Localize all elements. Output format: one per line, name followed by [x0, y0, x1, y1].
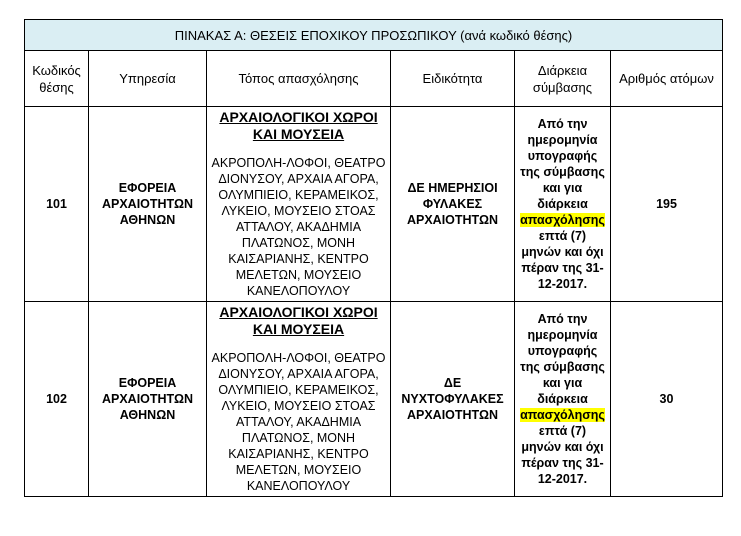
duration-text-start: Από την ημερομηνία υπογραφής της σύμβασης και για διάρκεια	[520, 117, 605, 211]
person-count: 30	[611, 302, 723, 497]
location-list: ΑΚΡΟΠΟΛΗ-ΛΟΦΟΙ, ΘΕΑΤΡΟ ΔΙΟΝΥΣΟΥ, ΑΡΧΑΙΑ ΑΓΟΡΑ, ΟΛΥΜΠΙΕΙΟ, ΚΕΡΑΜΕΙΚΟΣ, ΛΥΚΕΙΟ, ΜΟΥΣΕΙΟ ΣΤΟΑΣ ΑΤΤΑΛΟΥ, ΑΚΑΔΗΜΙΑ ΠΛΑΤΩΝΟΣ, ΜΟΝΗ ΚΑΙΣΑΡΙΑΝΗΣ, ΚΕΝΤΡΟ ΜΕΛΕΤΩΝ, ΜΟΥΣΕΙΟ ΚΑΝΕΛΟΠΟΥΛΟΥ	[211, 351, 386, 493]
header-code: Κωδικός θέσης	[25, 51, 89, 107]
table-row	[25, 302, 723, 497]
specialty: ΔΕ ΗΜΕΡΗΣΙΟΙ ΦΥΛΑΚΕΣ ΑΡΧΑΙΟΤΗΤΩΝ	[391, 107, 515, 302]
duration-highlight: απασχόλησης	[520, 213, 605, 227]
location-cell	[207, 302, 391, 497]
location-list: ΑΚΡΟΠΟΛΗ-ΛΟΦΟΙ, ΘΕΑΤΡΟ ΔΙΟΝΥΣΟΥ, ΑΡΧΑΙΑ ΑΓΟΡΑ, ΟΛΥΜΠΙΕΙΟ, ΚΕΡΑΜΕΙΚΟΣ, ΛΥΚΕΙΟ, ΜΟΥΣΕΙΟ ΣΤΟΑΣ ΑΤΤΑΛΟΥ, ΑΚΑΔΗΜΙΑ ΠΛΑΤΩΝΟΣ, ΜΟΝΗ ΚΑΙΣΑΡΙΑΝΗΣ, ΚΕΝΤΡΟ ΜΕΛΕΤΩΝ, ΜΟΥΣΕΙΟ ΚΑΝΕΛΟΠΟΥΛΟΥ	[211, 156, 386, 298]
service-name: ΕΦΟΡΕΙΑ ΑΡΧΑΙΟΤΗΤΩΝ ΑΘΗΝΩΝ	[89, 107, 207, 302]
location-heading: ΑΡΧΑΙΟΛΟΓΙΚΟΙ ΧΩΡΟΙ ΚΑΙ ΜΟΥΣΕΙΑ	[219, 304, 378, 337]
duration-text-end: επτά (7) μηνών και όχι πέραν της 31-12-2017.	[521, 229, 604, 291]
table-title: ΠΙΝΑΚΑΣ Α: ΘΕΣΕΙΣ ΕΠΟΧΙΚΟΥ ΠΡΟΣΩΠΙΚΟΥ (ανά κωδικό θέσης)	[25, 20, 723, 51]
specialty: ΔΕ ΝΥΧΤΟΦΥΛΑΚΕΣ ΑΡΧΑΙΟΤΗΤΩΝ	[391, 302, 515, 497]
duration-cell	[515, 107, 611, 302]
duration-text-end: επτά (7) μηνών και όχι πέραν της 31-12-2017.	[521, 424, 604, 486]
location-cell	[207, 107, 391, 302]
header-location: Τόπος απασχόλησης	[207, 51, 391, 107]
positions-table	[24, 19, 723, 497]
header-count: Αριθμός ατόμων	[611, 51, 723, 107]
header-duration: Διάρκεια σύμβασης	[515, 51, 611, 107]
table-title-row	[25, 20, 723, 51]
duration-highlight: απασχόλησης	[520, 408, 605, 422]
duration-text-start: Από την ημερομηνία υπογραφής της σύμβασης και για διάρκεια	[520, 312, 605, 406]
person-count: 195	[611, 107, 723, 302]
duration-cell	[515, 302, 611, 497]
table-row	[25, 107, 723, 302]
service-name: ΕΦΟΡΕΙΑ ΑΡΧΑΙΟΤΗΤΩΝ ΑΘΗΝΩΝ	[89, 302, 207, 497]
location-heading: ΑΡΧΑΙΟΛΟΓΙΚΟΙ ΧΩΡΟΙ ΚΑΙ ΜΟΥΣΕΙΑ	[219, 109, 378, 142]
header-row	[25, 51, 723, 107]
position-code: 101	[25, 107, 89, 302]
position-code: 102	[25, 302, 89, 497]
header-service: Υπηρεσία	[89, 51, 207, 107]
header-specialty: Ειδικότητα	[391, 51, 515, 107]
